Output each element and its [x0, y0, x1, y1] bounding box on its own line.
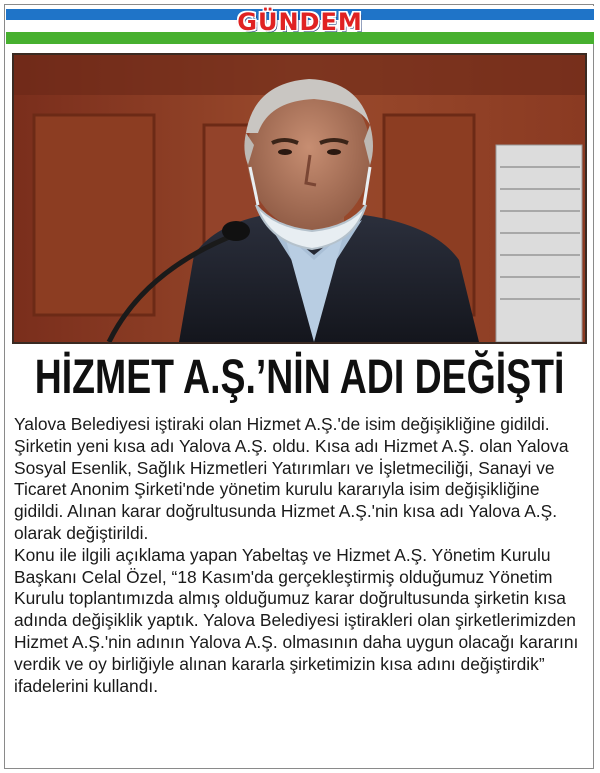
headline-text: HİZMET A.Ş.’NİN ADI DEĞİŞTİ [35, 351, 565, 404]
article-paragraph-2: Konu ile ilgili açıklama yapan Yabeltaş ve Hizmet A.Ş. Yönetim Kurulu Başkanı Celal Özel, “18 Kasım'da gerçekleştirmiş olduğumuz Yönetim Kurulu toplantımızda almış olduğumuz karar doğrultusunda şirketin kısa adında değişiklik yaptık. Yalova Belediyesi iştirakleri olan şirketlerimizden Hizmet A.Ş.'nin adının Yalova A.Ş. olmasının daha uygun olacağı kararını verdik ve oy birliğiyle alınan kararla şirketimizin kısa adını değiştirdik” ifadelerini kullandı. [14, 544, 579, 696]
section-label [0, 8, 600, 36]
photo-illustration [14, 55, 585, 342]
section-label-text: GÜNDEM [237, 8, 363, 36]
article-headline [12, 345, 588, 411]
article-body [14, 414, 590, 697]
news-photo [12, 53, 587, 344]
article-paragraph-1: Yalova Belediyesi iştiraki olan Hizmet A.Ş.'de isim değişikliğine gidildi. Şirketin yeni kısa adı Yalova A.Ş. oldu. Kısa adı Hizmet A.Ş. olan Yalova Sosyal Esenlik, Sağlık Hizmetleri Yatırımları ve İşletmeciliği, Sanayi ve Ticaret Anonim Şirketi'nde yönetim kurulu kararıyla isim değişikliğine gidildi. Alınan karar doğrultusunda Hizmet A.Ş.'nin kısa adı Yalova A.Ş. olarak değiştirildi. [14, 414, 569, 543]
